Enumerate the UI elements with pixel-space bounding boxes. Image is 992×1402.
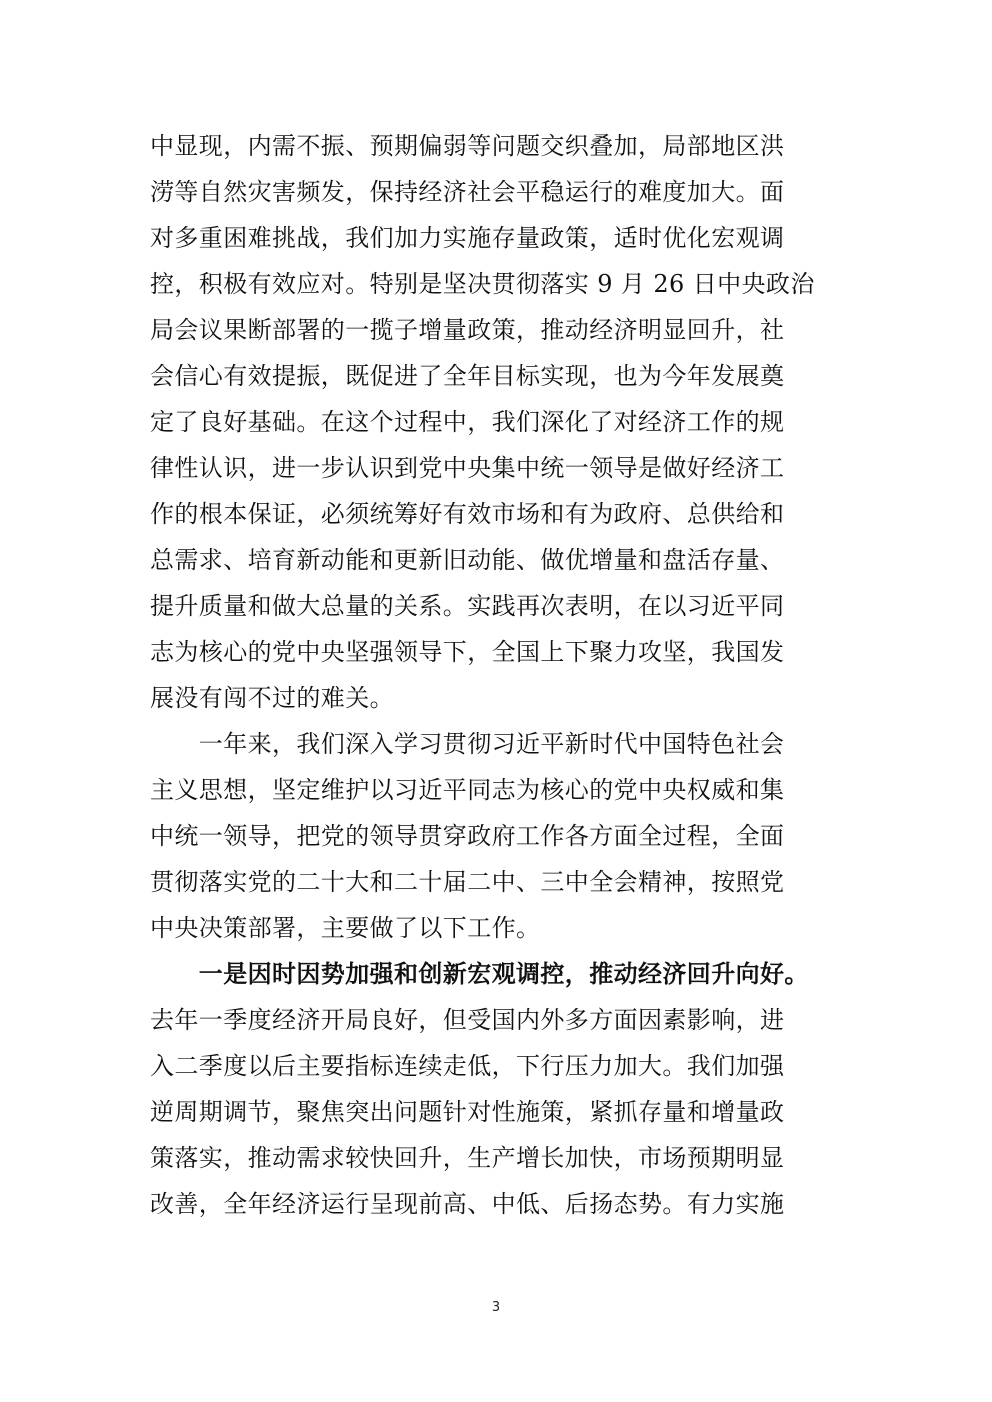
text-line: 控，积极有效应对。特别是坚决贯彻落实 9 月 26 日中央政治 (150, 270, 815, 298)
text-line: 对多重困难挑战，我们加力实施存量政策，适时优化宏观调 (150, 224, 785, 252)
body-text (150, 123, 920, 1227)
text-line: 作的根本保证，必须统筹好有效市场和有为政府、总供给和 (150, 500, 785, 528)
text-line: 逆周期调节，聚焦突出问题针对性施策，紧抓存量和增量政 (150, 1098, 785, 1126)
text-line: 总需求、培育新动能和更新旧动能、做优增量和盘活存量、 (150, 546, 785, 574)
text-line: 策落实，推动需求较快回升，生产增长加快，市场预期明显 (150, 1144, 785, 1172)
text-line: 中央决策部署，主要做了以下工作。 (150, 914, 541, 942)
text-line: 提升质量和做大总量的关系。实践再次表明，在以习近平同 (150, 592, 785, 620)
page-number: 3 (491, 1300, 501, 1315)
text-line: 律性认识，进一步认识到党中央集中统一领导是做好经济工 (150, 454, 785, 482)
text-line: 贯彻落实党的二十大和二十届二中、三中全会精神，按照党 (150, 868, 785, 896)
text-line: 去年一季度经济开局良好，但受国内外多方面因素影响，进 (150, 1006, 785, 1034)
text-line: 局会议果断部署的一揽子增量政策，推动经济明显回升，社 (150, 316, 785, 344)
text-line: 入二季度以后主要指标连续走低，下行压力加大。我们加强 (150, 1052, 785, 1080)
text-line: 中显现，内需不振、预期偏弱等问题交织叠加，局部地区洪 (150, 132, 785, 160)
text-line: 会信心有效提振，既促进了全年目标实现，也为今年发展奠 (150, 362, 785, 390)
text-line: 主义思想，坚定维护以习近平同志为核心的党中央权威和集 (150, 776, 785, 804)
text-line: 志为核心的党中央坚强领导下，全国上下聚力攻坚，我国发 (150, 638, 785, 666)
section-heading-line: 一是因时因势加强和创新宏观调控，推动经济回升向好。 (150, 959, 809, 988)
text-line: 中统一领导，把党的领导贯穿政府工作各方面全过程，全面 (150, 822, 785, 850)
text-line: 定了良好基础。在这个过程中，我们深化了对经济工作的规 (150, 408, 785, 436)
text-line: 涝等自然灾害频发，保持经济社会平稳运行的难度加大。面 (150, 178, 785, 206)
text-line: 展没有闯不过的难关。 (150, 684, 394, 712)
text-line: 改善，全年经济运行呈现前高、中低、后扬态势。有力实施 (150, 1190, 785, 1218)
text-line: 一年来，我们深入学习贯彻习近平新时代中国特色社会 (150, 730, 785, 758)
